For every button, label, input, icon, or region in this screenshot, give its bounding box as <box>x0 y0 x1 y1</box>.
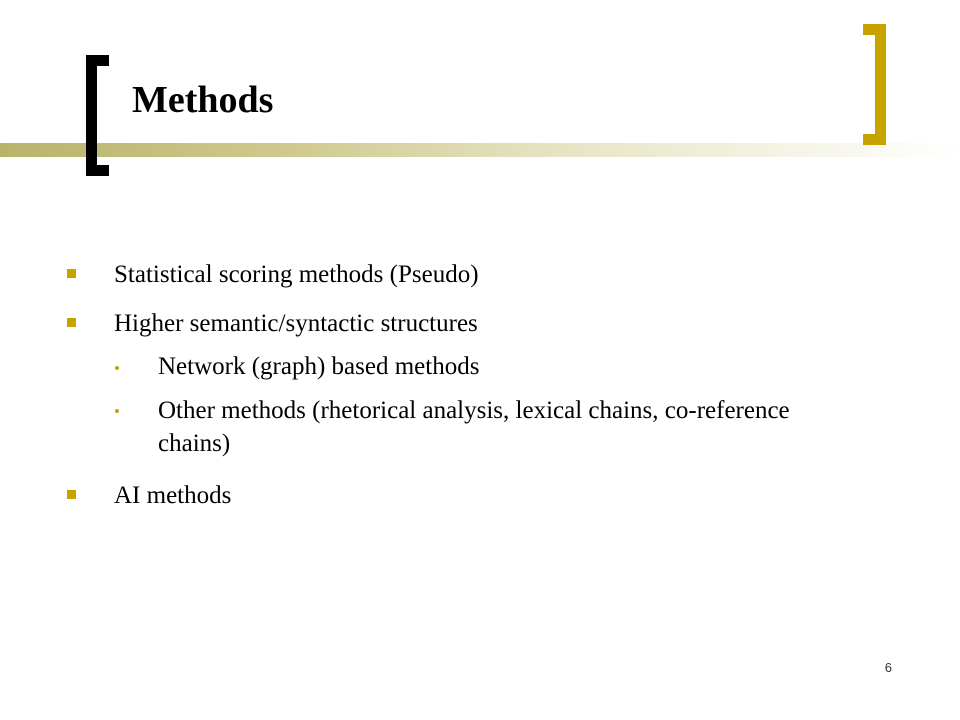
left-bracket-bottom-decoration <box>86 165 109 176</box>
right-bracket-bottom-decoration <box>863 134 886 145</box>
slide-title: Methods <box>132 79 274 121</box>
square-bullet-icon <box>67 269 76 278</box>
title-band-decoration <box>0 143 960 157</box>
square-bullet-icon <box>67 490 76 499</box>
sub-bullet-item: Other methods (rhetorical analysis, lexical chains, co-reference chains) <box>158 397 790 457</box>
dot-bullet-icon <box>115 366 119 370</box>
page-number: 6 <box>884 660 892 675</box>
bullet-item: AI methods <box>114 482 232 509</box>
left-bracket-top-decoration <box>86 55 109 66</box>
square-bullet-icon <box>67 318 76 327</box>
bullet-item: Higher semantic/syntactic structures <box>114 310 478 337</box>
right-bracket-decoration <box>875 24 886 145</box>
dot-bullet-icon <box>115 409 119 413</box>
bullet-item: Statistical scoring methods (Pseudo) <box>114 261 479 288</box>
sub-bullet-item: Network (graph) based methods <box>158 353 480 380</box>
left-bracket-decoration <box>86 55 97 176</box>
right-bracket-top-decoration <box>863 24 886 35</box>
